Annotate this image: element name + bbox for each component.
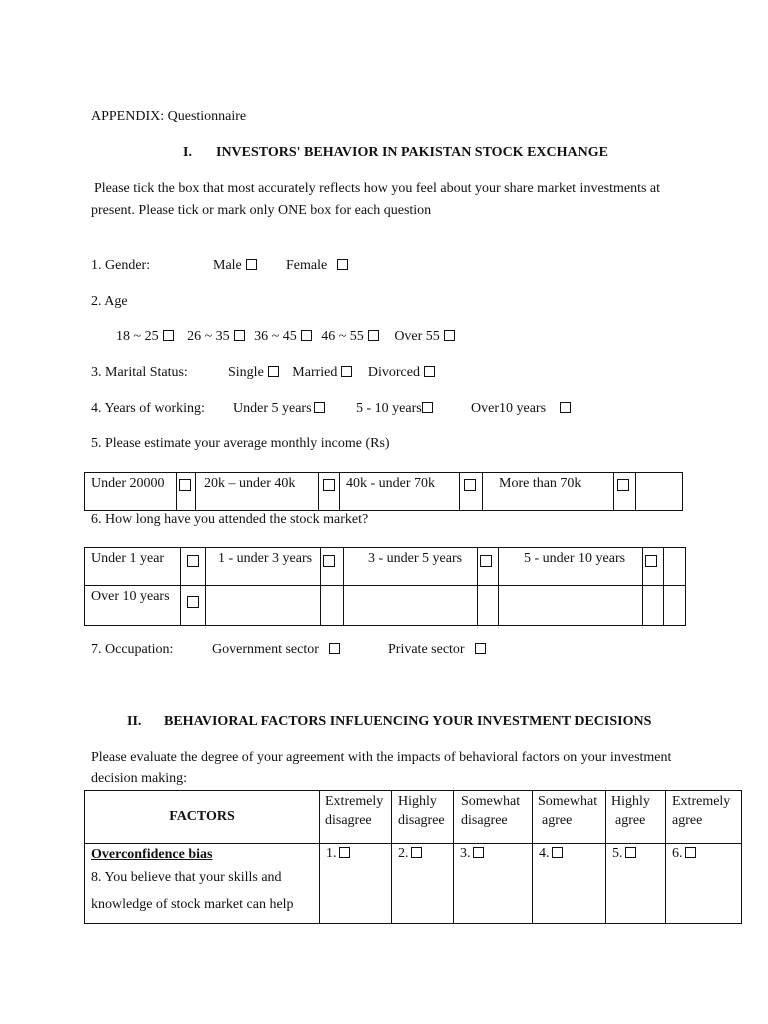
scale-col-4 <box>533 791 606 844</box>
q3-married: Married <box>292 365 338 380</box>
q6-opt-4: 5 - under 10 years <box>499 548 643 586</box>
rating-3-num: 3. <box>460 846 471 861</box>
q2-opt-2-checkbox[interactable] <box>234 330 245 341</box>
section2-number: II. <box>127 714 142 729</box>
q4-under5 <box>233 401 325 418</box>
q6-empty-cell <box>664 548 686 586</box>
q5-opt-2-cell <box>319 473 340 511</box>
q2-opt-2: 26 ~ 35 <box>187 329 230 344</box>
q6-opt-2: 1 - under 3 years <box>206 548 321 586</box>
q6-empty-7 <box>643 586 664 626</box>
scale-3-line2: disagree <box>461 813 508 828</box>
q6-duration-table <box>84 547 686 626</box>
q4-over10 <box>471 401 571 418</box>
q1-male-checkbox[interactable] <box>246 259 257 270</box>
scale-3-line1: Somewhat <box>461 794 521 809</box>
q6-opt-2-cell <box>321 548 344 586</box>
q3-options <box>228 365 435 382</box>
q7-private-checkbox[interactable] <box>475 643 486 654</box>
q2-opt-3-checkbox[interactable] <box>301 330 312 341</box>
section1-number: I. <box>183 145 192 160</box>
scale-6-line2: agree <box>672 813 703 828</box>
rating-1 <box>320 844 392 924</box>
q4-label: 4. Years of working: <box>91 401 205 416</box>
rating-4-num: 4. <box>539 846 550 861</box>
q2-opt-4: 46 ~ 55 <box>321 329 364 344</box>
rating-4 <box>533 844 606 924</box>
q6-opt-3-checkbox[interactable] <box>480 555 492 567</box>
q6-opt-4-cell <box>643 548 664 586</box>
rating-2 <box>392 844 454 924</box>
q6-opt-1: Under 1 year <box>85 548 181 586</box>
q2-options <box>116 329 455 346</box>
scale-2-line1: Highly <box>398 794 437 809</box>
q3-divorced: Divorced <box>367 365 420 380</box>
q5-opt-4-cell <box>614 473 636 511</box>
q1-male-label: Male <box>213 258 242 273</box>
q2-label: 2. Age <box>91 294 128 309</box>
scale-col-6 <box>666 791 742 844</box>
q6-opt-2-checkbox[interactable] <box>323 555 335 567</box>
q2-opt-1-checkbox[interactable] <box>163 330 174 341</box>
q7-government-label: Government sector <box>212 642 319 657</box>
q4-under5-checkbox[interactable] <box>314 402 325 413</box>
scale-col-3 <box>454 791 533 844</box>
q1-female-label: Female <box>286 258 328 273</box>
q4-over10-label: Over10 years <box>471 401 547 416</box>
rating-1-num: 1. <box>326 846 337 861</box>
q5-opt-2: 20k – under 40k <box>196 473 319 511</box>
factor-cell-q8 <box>85 844 320 924</box>
q3-label: 3. Marital Status: <box>91 365 188 380</box>
q3-single: Single <box>228 365 264 380</box>
scale-6-line1: Extremely <box>672 794 731 809</box>
q5-opt-4: More than 70k <box>483 473 614 511</box>
q8-line2: knowledge of stock market can help <box>91 897 294 912</box>
q7-government-checkbox[interactable] <box>329 643 340 654</box>
q6-empty-4 <box>344 586 478 626</box>
q5-empty-cell <box>636 473 683 511</box>
appendix-title: APPENDIX: Questionnaire <box>91 109 247 124</box>
rating-5 <box>606 844 666 924</box>
q2-opt-4-checkbox[interactable] <box>368 330 379 341</box>
q1-female <box>286 258 348 275</box>
q5-opt-1-cell <box>177 473 196 511</box>
rating-2-checkbox[interactable] <box>411 847 422 858</box>
q6-empty-8 <box>664 586 686 626</box>
factors-header: FACTORS <box>85 791 320 844</box>
intro-line1: Please tick the box that most accurately reflects how you feel about your share market investments at <box>94 181 661 196</box>
q7-private <box>388 642 486 659</box>
scale-4-line1: Somewhat <box>538 794 598 809</box>
intro2-line1: Please evaluate the degree of your agreement with the impacts of behavioral factors on your investment <box>91 750 672 765</box>
q6-empty-3 <box>321 586 344 626</box>
rating-4-checkbox[interactable] <box>552 847 563 858</box>
rating-6-checkbox[interactable] <box>685 847 696 858</box>
rating-6 <box>666 844 742 924</box>
q5-opt-3-cell <box>460 473 483 511</box>
q6-empty-2 <box>206 586 321 626</box>
scale-col-2 <box>392 791 454 844</box>
section1-title: INVESTORS' BEHAVIOR IN PAKISTAN STOCK EXCHANGE <box>216 145 608 160</box>
q7-government <box>212 642 340 659</box>
scale-2-line2: disagree <box>398 813 445 828</box>
q5-income-table <box>84 472 683 511</box>
q3-married-checkbox[interactable] <box>341 366 352 377</box>
q5-opt-2-checkbox[interactable] <box>323 479 335 491</box>
section2-title: BEHAVIORAL FACTORS INFLUENCING YOUR INVESTMENT DECISIONS <box>164 714 652 729</box>
q5-label: 5. Please estimate your average monthly income (Rs) <box>91 436 390 451</box>
q6-opt-4-checkbox[interactable] <box>645 555 657 567</box>
q5-opt-3-checkbox[interactable] <box>464 479 476 491</box>
q7-private-label: Private sector <box>388 642 465 657</box>
intro-line2: present. Please tick or mark only ONE box for each question <box>91 203 432 218</box>
q7-label: 7. Occupation: <box>91 642 174 657</box>
rating-2-num: 2. <box>398 846 409 861</box>
q2-opt-1: 18 ~ 25 <box>116 329 159 344</box>
rating-3-checkbox[interactable] <box>473 847 484 858</box>
q1-male <box>213 258 257 275</box>
q4-over10-checkbox[interactable] <box>560 402 571 413</box>
scale-5-line2: agree <box>615 813 646 828</box>
q2-opt-5: Over 55 <box>394 329 440 344</box>
scale-5-line1: Highly <box>611 794 650 809</box>
q6-empty-6 <box>499 586 643 626</box>
q6-opt-1-checkbox[interactable] <box>187 555 199 567</box>
q5-opt-3: 40k - under 70k <box>340 473 460 511</box>
rating-5-checkbox[interactable] <box>625 847 636 858</box>
q6-opt-3: 3 - under 5 years <box>344 548 478 586</box>
scale-col-5 <box>606 791 666 844</box>
q4-under5-label: Under 5 years <box>233 401 312 416</box>
q3-divorced-checkbox[interactable] <box>424 366 435 377</box>
factors-table <box>84 790 742 924</box>
q6-opt-5-checkbox[interactable] <box>187 596 199 608</box>
scale-1-line2: disagree <box>325 813 372 828</box>
q5-opt-1-checkbox[interactable] <box>179 479 191 491</box>
rating-5-num: 5. <box>612 846 623 861</box>
q6-opt-1-cell <box>181 548 206 586</box>
q3-single-checkbox[interactable] <box>268 366 279 377</box>
q6-label: 6. How long have you attended the stock market? <box>91 512 369 527</box>
rating-1-checkbox[interactable] <box>339 847 350 858</box>
q4-5to10 <box>356 401 433 418</box>
q1-female-checkbox[interactable] <box>337 259 348 270</box>
scale-4-line2: agree <box>542 813 573 828</box>
rating-3 <box>454 844 533 924</box>
q1-label: 1. Gender: <box>91 258 151 273</box>
bias-title: Overconfidence bias <box>91 847 213 862</box>
q5-opt-4-checkbox[interactable] <box>617 479 629 491</box>
q6-opt-5-cell <box>181 586 206 626</box>
intro2-line2: decision making: <box>91 771 188 786</box>
q4-5to10-checkbox[interactable] <box>422 402 433 413</box>
scale-1-line1: Extremely <box>325 794 384 809</box>
scale-col-1 <box>320 791 392 844</box>
q5-opt-1: Under 20000 <box>85 473 177 511</box>
q2-opt-3: 36 ~ 45 <box>254 329 297 344</box>
q6-opt-5: Over 10 years <box>85 586 181 626</box>
q8-line1: 8. You believe that your skills and <box>91 870 282 885</box>
q2-opt-5-checkbox[interactable] <box>444 330 455 341</box>
q6-empty-5 <box>478 586 499 626</box>
q4-5to10-label: 5 - 10 years <box>356 401 422 416</box>
rating-6-num: 6. <box>672 846 683 861</box>
q6-opt-3-cell <box>478 548 499 586</box>
